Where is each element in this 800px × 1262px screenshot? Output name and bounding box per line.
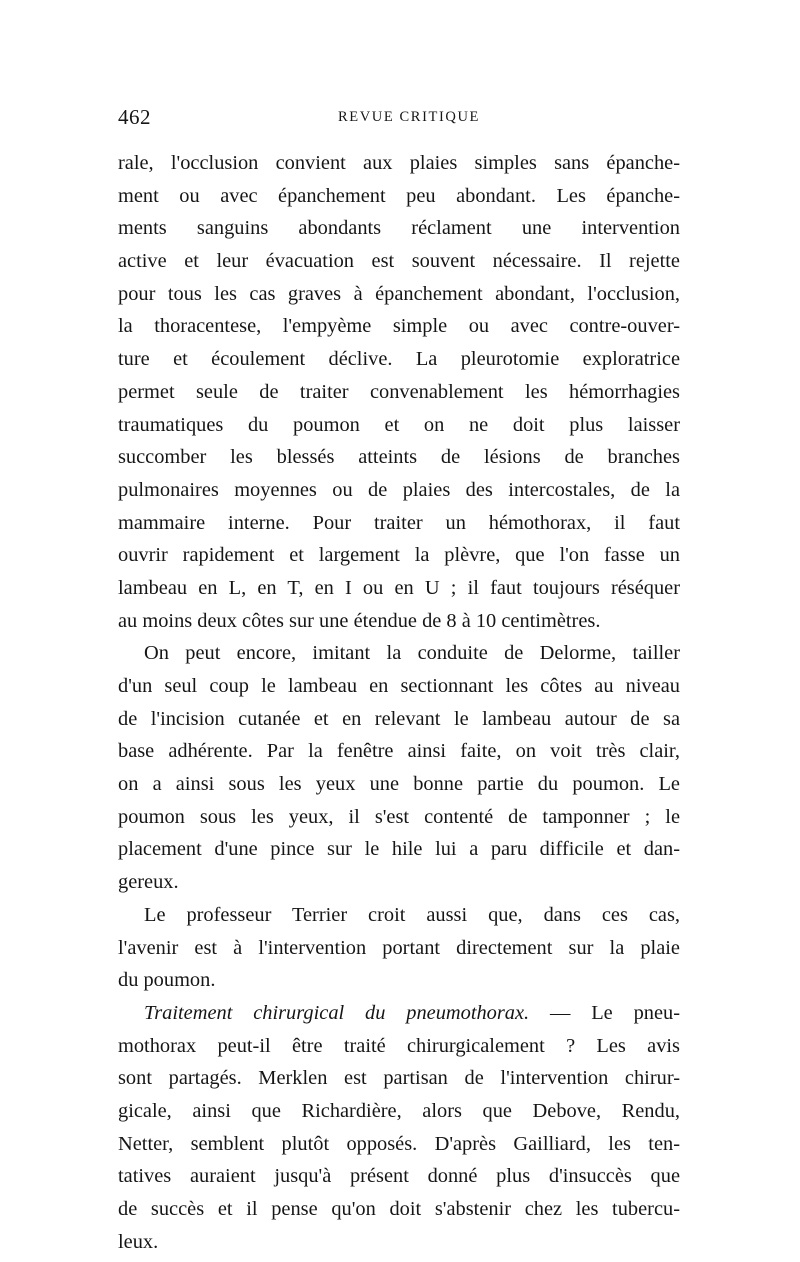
book-page xyxy=(118,105,680,1258)
text-line: placement d'une pince sur le hile lui a paru difficile et dan- xyxy=(118,838,680,861)
text-line: lambeau en L, en T, en I ou en U ; il faut toujours réséquer xyxy=(118,576,680,599)
text-line: au moins deux côtes sur une étendue de 8 à 10 centimètres. xyxy=(118,609,601,632)
paragraph xyxy=(118,147,680,637)
text-line: pour tous les cas graves à épanchement abondant, l'occlusion, xyxy=(118,282,680,305)
text-line: rale, l'occlusion convient aux plaies simples sans épanche- xyxy=(118,152,680,174)
text-line: ouvrir rapidement et largement la plèvre, que l'on fasse un xyxy=(118,544,680,567)
running-title: REVUE CRITIQUE xyxy=(337,109,480,125)
text-line: ments sanguins abondants réclament une intervention xyxy=(118,217,680,240)
text-line: l'avenir est à l'intervention portant directement sur la plaie xyxy=(118,936,680,959)
body-text xyxy=(118,147,680,1258)
text-line: ture et écoulement déclive. La pleurotomie exploratrice xyxy=(118,348,680,371)
text-line: d'un seul coup le lambeau en sectionnant les côtes au niveau xyxy=(118,675,680,697)
text-line: mammaire interne. Pour traiter un hémothorax, il faut xyxy=(118,511,680,534)
paragraph xyxy=(118,899,680,997)
heading-continuation: — Le pneu- xyxy=(529,1001,680,1024)
text-line: de succès et il pense qu'on doit s'abstenir chez les tubercu- xyxy=(118,1198,680,1220)
paragraph xyxy=(118,637,680,899)
text-line: permet seule de traiter convenablement les hémorrhagies xyxy=(118,380,680,403)
text-line: poumon sous les yeux, il s'est contenté de tamponner ; le xyxy=(118,805,680,828)
text-line: de l'incision cutanée et en relevant le lambeau autour de sa xyxy=(118,707,680,730)
page-number: 462 xyxy=(118,105,151,129)
text-line: base adhérente. Par la fenêtre ainsi faite, on voit très clair, xyxy=(118,740,680,763)
text-line: sont partagés. Merklen est partisan de l'intervention chirur- xyxy=(118,1067,680,1090)
text-line: tatives auraient jusqu'à présent donné plus d'insuccès que xyxy=(118,1165,680,1188)
text-line: traumatiques du poumon et on ne doit plus laisser xyxy=(118,413,680,436)
text-line: mothorax peut-il être traité chirurgicalement ? Les avis xyxy=(118,1034,680,1057)
text-line: Netter, semblent plutôt opposés. D'après Gailliard, les ten- xyxy=(118,1132,680,1155)
text-line: gicale, ainsi que Richardière, alors que Debove, Rendu, xyxy=(118,1099,680,1122)
text-line: ment ou avec épanchement peu abondant. Les épanche- xyxy=(118,184,680,207)
text-line: Le professeur Terrier croit aussi que, dans ces cas, xyxy=(144,903,680,926)
paragraph xyxy=(118,997,680,1259)
text-line xyxy=(118,997,680,1030)
text-line: du poumon. xyxy=(118,969,216,992)
text-line: la thoracentese, l'empyème simple ou avec contre-ouver- xyxy=(118,315,680,338)
text-line: pulmonaires moyennes ou de plaies des intercostales, de la xyxy=(118,478,680,501)
text-line: on a ainsi sous les yeux une bonne partie du poumon. Le xyxy=(118,773,680,796)
text-line: active et leur évacuation est souvent nécessaire. Il rejette xyxy=(118,250,680,273)
text-line: succomber les blessés atteints de lésions de branches xyxy=(118,446,680,469)
text-line: leux. xyxy=(118,1230,159,1253)
section-heading-italic: Traitement chirurgical du pneumothorax. xyxy=(144,1001,530,1024)
running-head xyxy=(118,105,680,139)
text-line: On peut encore, imitant la conduite de Delorme, tailler xyxy=(144,642,680,665)
text-line: gereux. xyxy=(118,871,179,894)
